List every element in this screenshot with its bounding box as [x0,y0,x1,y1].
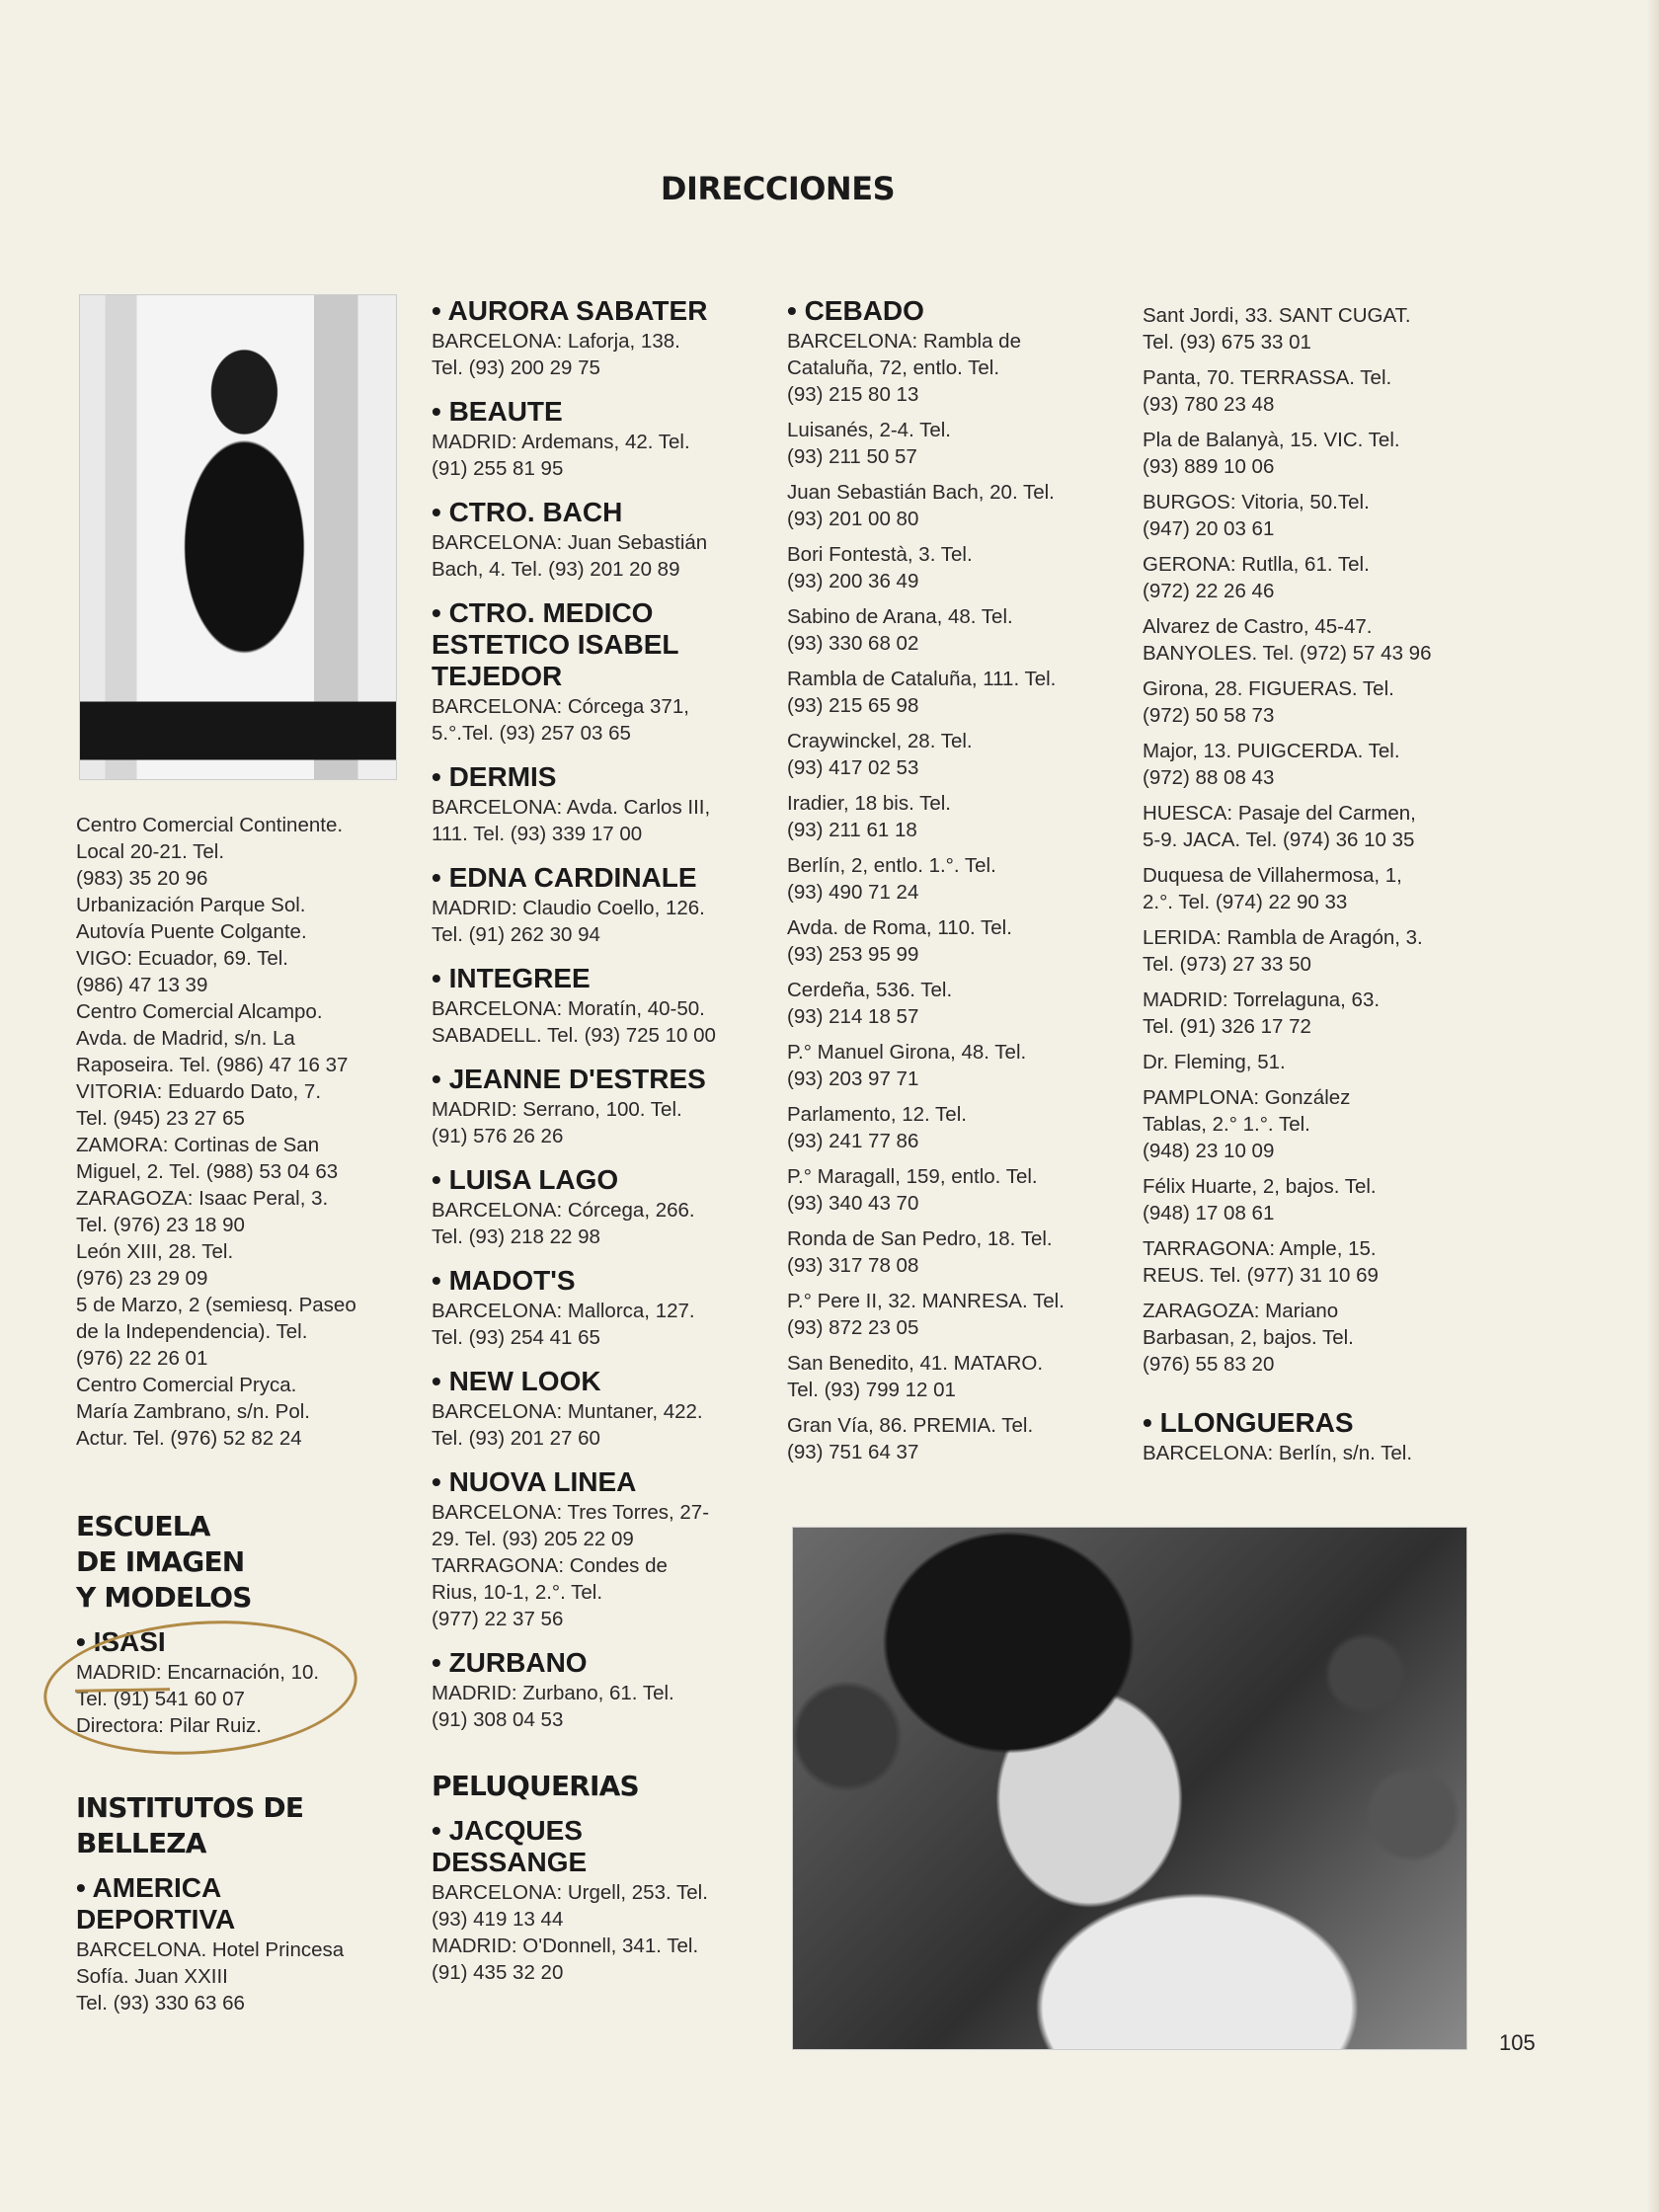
address-line: BANYOLES. Tel. (972) 57 43 96 [1143,642,1432,665]
section-heading-institutos-line: BELLEZA [76,1827,206,1859]
address-line: BARCELONA: Moratín, 40-50. [432,997,705,1020]
address-line: (976) 22 26 01 [76,1347,208,1370]
address-line: P.° Pere II, 32. MANRESA. Tel. [787,1290,1065,1312]
address-line: Sabino de Arana, 48. Tel. [787,605,1013,628]
address-block [787,603,1113,657]
address-line: San Benedito, 41. MATARO. [787,1352,1044,1375]
address-line: (91) 255 81 95 [432,457,564,480]
address-line: (91) 576 26 26 [432,1125,564,1147]
address-line: Barbasan, 2, bajos. Tel. [1143,1326,1354,1349]
salon-name: ESTETICO ISABEL [432,629,679,660]
address-line: (972) 88 08 43 [1143,766,1275,789]
section-heading-escuela-line: ESCUELA [76,1510,210,1542]
page-number: 105 [1499,2030,1536,2055]
address-line: Centro Comercial Continente. [76,814,344,836]
address-block [787,666,1113,719]
address-line: PAMPLONA: González [1143,1086,1351,1109]
salon-name: • EDNA CARDINALE [432,862,697,893]
salon-name: • LLONGUERAS [1143,1407,1354,1438]
address-line: Tel. (93) 675 33 01 [1143,331,1311,354]
address-block [787,977,1113,1030]
address-line: (93) 340 43 70 [787,1192,919,1215]
salon-name: • CTRO. BACH [432,497,623,527]
address-line: MADRID: Claudio Coello, 126. [432,897,705,919]
salon-name: DEPORTIVA [76,1904,236,1935]
address-block [1143,489,1468,542]
address-line: Iradier, 18 bis. Tel. [787,792,951,815]
address-line: Tel. (91) 326 17 72 [1143,1015,1311,1038]
address-line: MADRID: Serrano, 100. Tel. [432,1098,682,1121]
spacer [1143,1386,1468,1408]
salon-name: • MADOT'S [432,1265,576,1296]
salon-name: • INTEGREE [432,963,591,993]
address-line: de la Independencia). Tel. [76,1320,308,1343]
address-line: (93) 214 18 57 [787,1005,919,1028]
address-line: 5 de Marzo, 2 (semiesq. Paseo [76,1294,356,1316]
address-block [1143,800,1468,853]
address-line: Tel. (93) 330 63 66 [76,1992,245,2014]
address-line: (93) 317 78 08 [787,1254,919,1277]
address-block [787,852,1113,906]
address-line: Sant Jordi, 33. SANT CUGAT. [1143,304,1411,327]
address-line: (93) 253 95 99 [787,943,919,966]
continued-address-list [76,812,402,1452]
address-block [787,728,1113,781]
address-line: MADRID: Torrelaguna, 63. [1143,988,1381,1011]
address-line: BARCELONA: Muntaner, 422. [432,1400,703,1423]
address-line: Autovía Puente Colgante. [76,920,307,943]
section-heading-peluquerias [432,1769,757,1804]
salon-entry [432,863,757,948]
salon-entry [432,1065,757,1149]
address-line: (93) 211 61 18 [787,819,917,841]
salon-name: TEJEDOR [432,661,563,691]
address-block [1143,1173,1468,1226]
address-line: (977) 22 37 56 [432,1608,564,1630]
address-block [1143,613,1468,667]
address-line: Cerdeña, 536. Tel. [787,979,953,1001]
salon-entry [432,1648,757,1733]
address-line: GERONA: Rutlla, 61. Tel. [1143,553,1370,576]
address-line: 5-9. JACA. Tel. (974) 36 10 35 [1143,829,1415,851]
address-line: Dr. Fleming, 51. [1143,1051,1286,1073]
address-block [787,1350,1113,1403]
address-block [787,417,1113,470]
salon-name: • LUISA LAGO [432,1164,619,1195]
address-line: ZARAGOZA: Isaac Peral, 3. [76,1187,329,1210]
salon-entry [432,296,757,381]
address-line: HUESCA: Pasaje del Carmen, [1143,802,1416,825]
address-line: (986) 47 13 39 [76,974,208,996]
address-line: ZARAGOZA: Mariano [1143,1300,1339,1322]
salon-entry [432,1266,757,1351]
address-block [787,328,1113,408]
address-line: BARCELONA: Rambla de [787,330,1021,353]
section-heading-institutos-line: INSTITUTOS DE [76,1791,304,1824]
address-line: (93) 241 77 86 [787,1130,919,1152]
address-line: (93) 215 65 98 [787,694,919,717]
address-line: (93) 200 36 49 [787,570,919,592]
section-heading-peluquerias-line: PELUQUERIAS [432,1770,639,1802]
salon-name: • BEAUTE [432,396,563,427]
address-line: (976) 55 83 20 [1143,1353,1275,1376]
address-line: Tel. (93) 254 41 65 [432,1326,600,1349]
address-line: ZAMORA: Cortinas de San [76,1134,320,1156]
address-line: BARCELONA: Córcega 371, [432,695,689,718]
address-line: Parlamento, 12. Tel. [787,1103,967,1126]
address-line: Ronda de San Pedro, 18. Tel. [787,1227,1053,1250]
model-photo-bottom [792,1527,1467,2050]
address-line: Tel. (973) 27 33 50 [1143,953,1311,976]
address-block [1143,551,1468,604]
address-line: (93) 330 68 02 [787,632,919,655]
address-line: (983) 35 20 96 [76,867,208,890]
address-line: Tel. (945) 23 27 65 [76,1107,245,1130]
salon-entry [432,1467,757,1632]
address-line: (93) 751 64 37 [787,1441,919,1463]
salon-name: • JEANNE D'ESTRES [432,1064,706,1094]
address-block [1143,862,1468,915]
address-line: Tel. (91) 541 60 07 [76,1688,245,1710]
address-line: (93) 780 23 48 [1143,393,1275,416]
address-line: (93) 215 80 13 [787,383,919,406]
address-line: Gran Vía, 86. PREMIA. Tel. [787,1414,1034,1437]
address-line: (91) 308 04 53 [432,1708,564,1731]
address-line: Tel. (91) 262 30 94 [432,923,600,946]
address-line: P.° Maragall, 159, entlo. Tel. [787,1165,1038,1188]
address-block [1143,987,1468,1040]
salon-entry [787,296,1113,1465]
column-1 [76,812,402,2032]
model-photo-top [79,294,397,780]
salon-name: • CTRO. MEDICO [432,597,654,628]
address-block [1143,1235,1468,1289]
section-heading-escuela-line: Y MODELOS [76,1581,252,1614]
address-line: BARCELONA: Córcega, 266. [432,1199,695,1222]
address-line: Berlín, 2, entlo. 1.°. Tel. [787,854,996,877]
address-line: BARCELONA: Avda. Carlos III, [432,796,711,819]
address-line: Major, 13. PUIGCERDA. Tel. [1143,740,1400,762]
address-line: 5.°.Tel. (93) 257 03 65 [432,722,631,745]
section-heading-escuela-line: DE IMAGEN [76,1545,245,1578]
salon-name: • JACQUES [432,1815,583,1846]
address-line: Luisanés, 2-4. Tel. [787,419,952,441]
section-heading-institutos [76,1790,402,1861]
address-line: VITORIA: Eduardo Dato, 7. [76,1080,322,1103]
address-line: TARRAGONA: Ample, 15. [1143,1237,1377,1260]
address-line: BARCELONA: Juan Sebastián [432,531,708,554]
address-line: Centro Comercial Pryca. [76,1374,297,1396]
address-block [787,1288,1113,1341]
address-line: TARRAGONA: Condes de [432,1554,668,1577]
address-block [787,1412,1113,1465]
address-line: Craywinckel, 28. Tel. [787,730,973,752]
salon-entry [432,1816,757,1986]
address-line: Actur. Tel. (976) 52 82 24 [76,1427,302,1450]
salon-name: • NUOVA LINEA [432,1466,637,1497]
salon-entry [432,498,757,583]
address-line: Raposeira. Tel. (986) 47 16 37 [76,1054,349,1076]
column-4 [1143,302,1468,1482]
address-line: 111. Tel. (93) 339 17 00 [432,823,643,845]
address-line: (93) 490 71 24 [787,881,919,904]
address-line: (93) 203 97 71 [787,1067,919,1090]
salon-entry [432,762,757,847]
address-line: Directora: Pilar Ruiz. [76,1714,262,1737]
salon-entry [432,964,757,1049]
address-block [1143,924,1468,978]
address-line: MADRID: Encarnación, 10. [76,1661,320,1684]
address-line: Miguel, 2. Tel. (988) 53 04 63 [76,1160,339,1183]
address-line: Pla de Balanyà, 15. VIC. Tel. [1143,429,1400,451]
address-line: SABADELL. Tel. (93) 725 10 00 [432,1024,716,1047]
address-line: León XIII, 28. Tel. [76,1240,234,1263]
address-line: MADRID: Ardemans, 42. Tel. [432,431,690,453]
address-line: (93) 417 02 53 [787,756,919,779]
address-line: Tel. (976) 23 18 90 [76,1214,245,1236]
address-block [1143,427,1468,480]
salon-entry [432,598,757,747]
salon-name: • AMERICA [76,1872,222,1903]
address-line: (93) 889 10 06 [1143,455,1275,478]
address-line: (93) 201 00 80 [787,508,919,530]
address-line: (972) 50 58 73 [1143,704,1275,727]
address-line: Local 20-21. Tel. [76,840,225,863]
salon-name: • ISASI [76,1626,166,1657]
address-line: Rambla de Cataluña, 111. Tel. [787,668,1057,690]
address-block [1143,675,1468,729]
address-line: Sofía. Juan XXIII [76,1965,228,1988]
address-line: BARCELONA. Hotel Princesa [76,1938,345,1961]
address-line: Tel. (93) 200 29 75 [432,356,600,379]
address-line: (93) 419 13 44 [432,1908,564,1931]
address-line: Rius, 10-1, 2.°. Tel. [432,1581,603,1604]
address-line: (93) 211 50 57 [787,445,917,468]
address-block [787,1225,1113,1279]
address-block [1143,302,1468,356]
address-block [787,1163,1113,1217]
salon-entry [432,397,757,482]
address-line: Tablas, 2.° 1.°. Tel. [1143,1113,1310,1136]
address-line: Félix Huarte, 2, bajos. Tel. [1143,1175,1377,1198]
address-line: Tel. (93) 201 27 60 [432,1427,600,1450]
address-line: BARCELONA: Laforja, 138. [432,330,680,353]
address-line: (976) 23 29 09 [76,1267,208,1290]
address-line: Cataluña, 72, entlo. Tel. [787,356,1000,379]
address-line: REUS. Tel. (977) 31 10 69 [1143,1264,1379,1287]
salon-name: • NEW LOOK [432,1366,601,1396]
salon-name: • CEBADO [787,295,924,326]
address-line: Girona, 28. FIGUERAS. Tel. [1143,677,1394,700]
address-line: BARCELONA: Tres Torres, 27- [432,1501,710,1524]
address-line: Panta, 70. TERRASSA. Tel. [1143,366,1392,389]
address-line: (947) 20 03 61 [1143,517,1275,540]
address-line: BARCELONA: Mallorca, 127. [432,1300,695,1322]
address-line: (948) 17 08 61 [1143,1202,1275,1224]
column-3 [787,296,1113,1481]
address-block [787,541,1113,594]
address-block [1143,364,1468,418]
salon-name: • DERMIS [432,761,557,792]
address-line: Juan Sebastián Bach, 20. Tel. [787,481,1055,504]
address-line: BARCELONA: Berlín, s/n. Tel. [1143,1442,1413,1464]
salon-entry [1143,1408,1468,1466]
address-block [1143,1084,1468,1164]
address-line: Avda. de Madrid, s/n. La [76,1027,295,1050]
salon-name: DESSANGE [432,1847,588,1877]
address-line: Alvarez de Castro, 45-47. [1143,615,1373,638]
address-line: (93) 872 23 05 [787,1316,919,1339]
address-line: Tel. (93) 218 22 98 [432,1225,600,1248]
address-line: María Zambrano, s/n. Pol. [76,1400,310,1423]
salon-entry [76,1873,402,2016]
page-title: DIRECCIONES [660,170,896,207]
address-block [787,1101,1113,1154]
address-line: VIGO: Ecuador, 69. Tel. [76,947,288,970]
address-line: (948) 23 10 09 [1143,1140,1275,1162]
address-block [1143,1049,1468,1075]
address-line: 29. Tel. (93) 205 22 09 [432,1528,634,1550]
address-block [1143,738,1468,791]
address-block [787,1039,1113,1092]
page-edge [1647,0,1659,2212]
address-line: (972) 22 26 46 [1143,580,1275,602]
address-line: Centro Comercial Alcampo. [76,1000,323,1023]
address-line: LERIDA: Rambla de Aragón, 3. [1143,926,1423,949]
address-line: MADRID: O'Donnell, 341. Tel. [432,1935,699,1957]
address-line: Bori Fontestà, 3. Tel. [787,543,973,566]
salon-entry [432,1165,757,1250]
address-line: P.° Manuel Girona, 48. Tel. [787,1041,1027,1064]
address-line: Duquesa de Villahermosa, 1, [1143,864,1402,887]
address-block [787,479,1113,532]
salon-name: • AURORA SABATER [432,295,708,326]
section-heading-escuela [76,1509,402,1616]
address-block [1143,1298,1468,1378]
address-line: BARCELONA: Urgell, 253. Tel. [432,1881,708,1904]
address-line: Tel. (93) 799 12 01 [787,1379,956,1401]
column-2 [432,296,757,2002]
address-line: Avda. de Roma, 110. Tel. [787,916,1012,939]
address-block [787,914,1113,968]
address-block [787,790,1113,843]
salon-entry [432,1367,757,1452]
salon-name: • ZURBANO [432,1647,588,1678]
address-line: Urbanización Parque Sol. [76,894,306,916]
address-line: MADRID: Zurbano, 61. Tel. [432,1682,674,1704]
address-line: BURGOS: Vitoria, 50.Tel. [1143,491,1370,514]
address-line: (91) 435 32 20 [432,1961,564,1984]
address-line: 2.°. Tel. (974) 22 90 33 [1143,891,1348,913]
address-line: Bach, 4. Tel. (93) 201 20 89 [432,558,680,581]
